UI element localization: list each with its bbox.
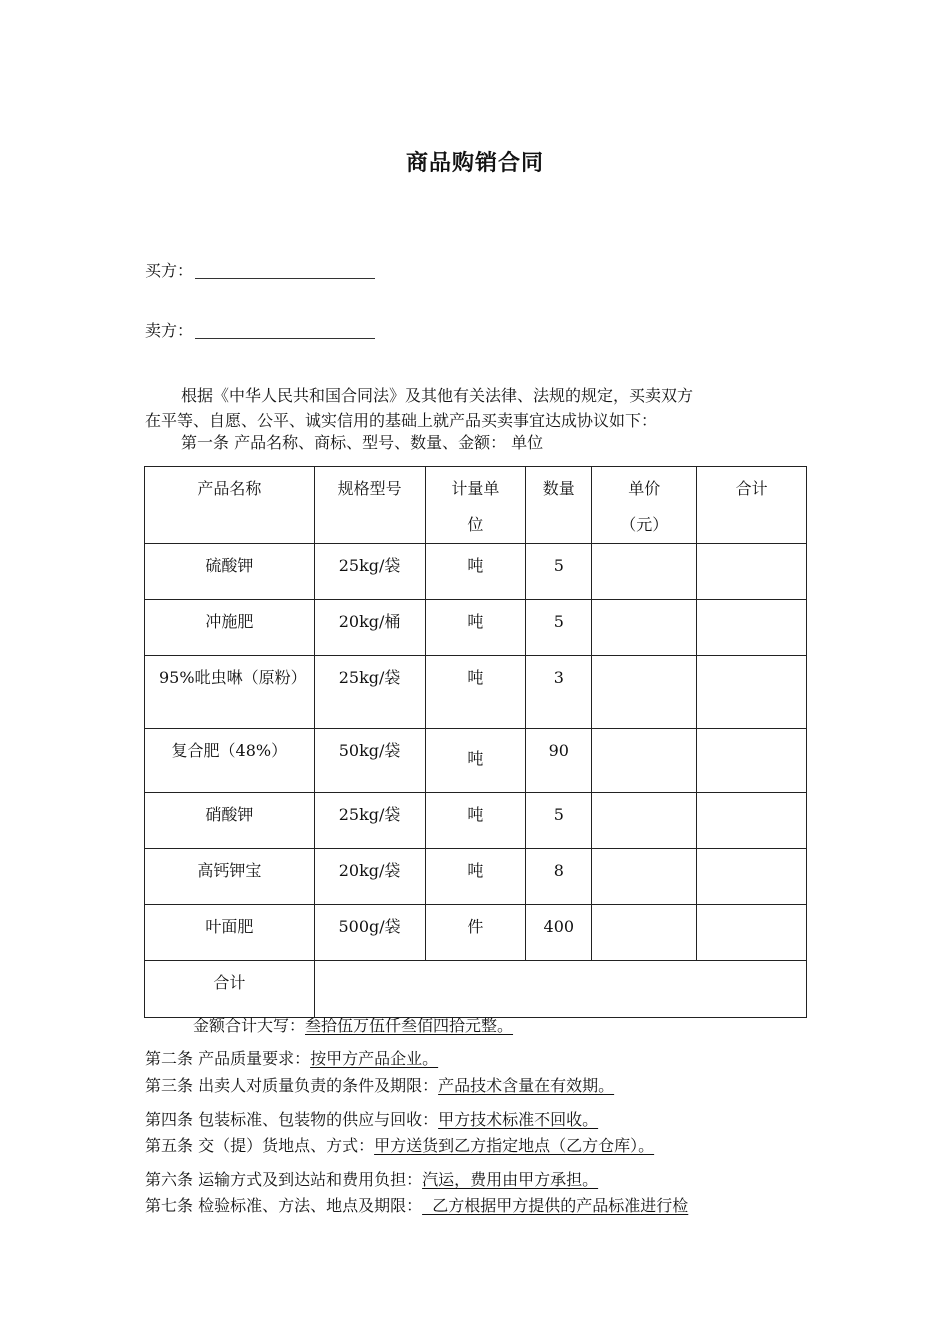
amount-label: 金额合计大写： (193, 1016, 306, 1035)
article-label: 第六条 运输方式及到达站和费用负担： (145, 1170, 423, 1189)
table-cell: 25kg/袋 (314, 793, 425, 849)
table-cell: 20kg/桶 (314, 600, 425, 656)
table-cell (592, 849, 697, 905)
intro-paragraph (145, 383, 805, 453)
article-2 (145, 1046, 438, 1069)
table-cell (592, 544, 697, 600)
table-cell (697, 656, 807, 729)
intro-line-2: 在平等、自愿、公平、诚实信用的基础上就产品买卖事宜达成协议如下： (145, 411, 658, 430)
table-row (145, 793, 807, 849)
table-cell: 400 (526, 905, 592, 961)
seller-blank (195, 322, 375, 339)
header-cell: 规格型号 (314, 467, 425, 544)
table-cell: 5 (526, 544, 592, 600)
table-cell: 硫酸钾 (145, 544, 315, 600)
header-cell: 单价（元） (592, 467, 697, 544)
buyer-line (145, 258, 375, 281)
article-value: 按甲方产品企业。 (310, 1049, 439, 1068)
table-cell: 叶面肥 (145, 905, 315, 961)
table-cell: 吨 (425, 793, 526, 849)
article-1: 第一条 产品名称、商标、型号、数量、金额： 单位 (181, 433, 544, 452)
table-row (145, 544, 807, 600)
header-cell: 产品名称 (145, 467, 315, 544)
table-cell: 吨 (425, 656, 526, 729)
table-row (145, 600, 807, 656)
article-label: 第二条 产品质量要求： (145, 1049, 311, 1068)
article-value: 产品技术含量在有效期。 (438, 1076, 615, 1095)
table-cell: 500g/袋 (314, 905, 425, 961)
amount-value: 叁拾伍万伍仟叁佰四拾元整。 (305, 1016, 514, 1035)
table-cell: 冲施肥 (145, 600, 315, 656)
article-label: 第四条 包装标准、包装物的供应与回收： (145, 1110, 439, 1129)
header-cell: 计量单位 (425, 467, 526, 544)
total-label: 合计 (145, 961, 315, 1018)
table-cell (592, 729, 697, 793)
table-cell: 件 (425, 905, 526, 961)
header-cell: 合计 (697, 467, 807, 544)
table-cell: 95%吡虫啉（原粉） (145, 656, 315, 729)
table-cell: 25kg/袋 (314, 544, 425, 600)
table-cell (697, 729, 807, 793)
table-cell (697, 600, 807, 656)
table-cell: 20kg/袋 (314, 849, 425, 905)
table-cell: 3 (526, 656, 592, 729)
article-7 (145, 1193, 688, 1216)
header-cell: 数量 (526, 467, 592, 544)
article-5 (145, 1133, 654, 1156)
total-value (314, 961, 806, 1018)
table-cell (592, 905, 697, 961)
article-label: 第五条 交（提）货地点、方式： (145, 1136, 375, 1155)
table-row (145, 905, 807, 961)
table-cell (592, 600, 697, 656)
table-cell: 复合肥（48%） (145, 729, 315, 793)
article-value: 甲方送货到乙方指定地点（乙方仓库）。 (374, 1136, 655, 1155)
article-value: 乙方根据甲方提供的产品标准进行检 (422, 1196, 689, 1215)
article-label: 第三条 出卖人对质量负责的条件及期限： (145, 1076, 439, 1095)
buyer-label: 买方： (145, 261, 194, 280)
table-cell (592, 656, 697, 729)
table-cell: 吨 (425, 600, 526, 656)
table-cell: 吨 (425, 729, 526, 793)
table-row (145, 849, 807, 905)
table-cell (697, 905, 807, 961)
table-cell: 25kg/袋 (314, 656, 425, 729)
table-row (145, 729, 807, 793)
table-header-row (145, 467, 807, 544)
table-cell: 5 (526, 793, 592, 849)
article-4 (145, 1107, 598, 1130)
table-cell: 90 (526, 729, 592, 793)
table-total-row (145, 961, 807, 1018)
article-value: 汽运，费用由甲方承担。 (422, 1170, 599, 1189)
article-label: 第七条 检验标准、方法、地点及期限： (145, 1196, 423, 1215)
table-cell (697, 793, 807, 849)
table-cell (697, 849, 807, 905)
seller-label: 卖方： (145, 321, 194, 340)
table-row (145, 656, 807, 729)
buyer-blank (195, 262, 375, 279)
article-value: 甲方技术标准不回收。 (438, 1110, 599, 1129)
table-cell: 50kg/袋 (314, 729, 425, 793)
intro-line-1: 根据《中华人民共和国合同法》及其他有关法律、法规的规定，买卖双方 (181, 386, 694, 405)
article-6 (145, 1167, 598, 1190)
table-cell: 硝酸钾 (145, 793, 315, 849)
amount-line (193, 1013, 513, 1036)
article-3 (145, 1073, 614, 1096)
table-cell (592, 793, 697, 849)
table-cell: 8 (526, 849, 592, 905)
table-cell: 高钙钾宝 (145, 849, 315, 905)
table-cell: 吨 (425, 849, 526, 905)
goods-table (144, 466, 807, 1018)
table-cell: 吨 (425, 544, 526, 600)
table-cell (697, 544, 807, 600)
table-cell: 5 (526, 600, 592, 656)
document-title: 商品购销合同 (405, 150, 544, 176)
seller-line (145, 318, 375, 341)
